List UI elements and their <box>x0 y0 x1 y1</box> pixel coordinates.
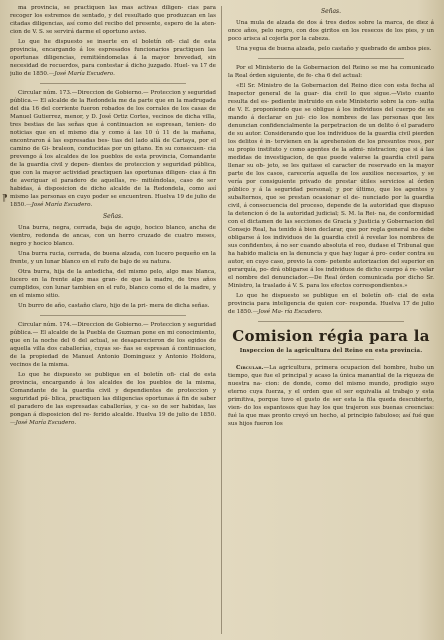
order-closing: Lo que he dispuesto se publique en el boletín ofi- cial de esta provincia para inteligencia de quien cor- responda. Huelva 17 de julio de 1850.—José Ma- ría Escudero. <box>228 293 434 315</box>
divider <box>288 359 374 360</box>
bracket-mark-icon: ⁋ <box>2 194 8 204</box>
description-paragraph: Una burra rucia, cerrada, de buena alzada, con lucero pequeño en la frente, y un lunar blanco en el rufo de bajo de su natura. <box>10 251 216 265</box>
left-column <box>10 4 216 636</box>
circular-number: Circular núm. 173. <box>18 90 72 96</box>
description-paragraph: Un burro de año, castaño claro, hijo de la pri- mera de dicha señas. <box>18 303 210 309</box>
right-column <box>228 4 434 636</box>
section-subtitle: Inspeccion de la agricultura del Reino en esta provincia. <box>239 348 423 354</box>
signature: —José María Escudero. <box>10 420 77 426</box>
divider <box>40 83 186 84</box>
description-paragraph: Una mula de alzada de dos á tres dedos sobre la marca, de diez á once años, pelo negro, con dos giritos en los resecos de los pies, y un poco arisca al cojerla por la cabeza. <box>228 20 434 42</box>
description-paragraph: Otra burra, hija de la antedicha, del mismo pelo, algo mas blanca, lucero en la frente algo mas gran- de que la madre, de tres años cumplidos, con lunar tambien en el rufo, blanco como el de la madre, y en el mismo sitio. <box>10 269 216 299</box>
circular-label: Circular. <box>236 365 264 371</box>
section-heading: Señas. <box>320 8 342 15</box>
description-paragraph: Una burra, negra, cerrada, baja de agujo, hocico blanco, ancha de vientro, redonda de ancas, con un herro cruzado de cuatro meses, negro y hocico blanco. <box>10 225 216 247</box>
circular-paragraph: Circular.—La agricultura, primera ocupacion del hombre, hubo un tiempo, que fue el principal y acaso la única manantial de la riqueza de nuestra na- cion: de donde, como del mismo mundo, prodigio suyo eterno cuya fuerza, y el orden que el ser equivalia al trabajo y esta primitiva, porque tuvo el gusto de ser esta la fila queda descubierto, vien- do los espantosos que hay los que trajeron sus buenas creencias: fué la que mas pronto creyó un hecho, al principio fabuloso; así fué que sus hijos fueron los <box>228 365 434 427</box>
intro-paragraph: Lo que he dispuesto se inserte en el boletín ofi- cial de esta provincia, encargando á los espresados funcionarios practiquen las oportunas diligencias, remitiéndomelas á la mayor brevedad, sin necesidad de recuerdos, para contestar á dicho juzgado. Huel- va 17 de julio de 1850.—José María Escudero. <box>10 39 216 77</box>
section-heading: Señas. <box>102 213 124 220</box>
signature: —José María Escudero. <box>26 202 93 208</box>
order-intro: Por el Ministerio de la Gobernacion del Reino se me ha comunicado la Real órden siguiente, de fe- cha 6 del actual: <box>228 65 434 79</box>
circular-number: Circular núm. 174. <box>18 322 72 328</box>
circular-paragraph: Lo que he dispuesto se publique en el boletín ofi- cial de esta provincia, encargando á los alcaldes de los pueblos de la misma, Comandante de la guardia civil y dependientes de proteccion y seguridad pú- blica, practiquen las diligencias oportunas á fin de saber el paradero de las espresadas caballerías, y ca- so de ser habidas, las pongan á disposicion del re- ferido alcalde. Huelva 19 de julio de 1850.—José María Escudero. <box>10 372 216 426</box>
section-title: Comision régia para la <box>232 327 430 345</box>
column-divider <box>221 6 222 634</box>
divider <box>258 58 404 59</box>
signature: —José María Escudero. <box>48 71 115 77</box>
royal-order-text: «El Sr. Ministro de la Gobernacion del Reino dice con esta fecha al Inspector general de la guar- dia civil lo que sigue.—Visto cuanto resulta del es- pediente instruido en este Ministerio sobre la con- sulta de V. E. proponiendo que se obligue á los individuos del cuerpo de su mando á declarar en jui- cio los nombres de las personas que les denuncian confidencialmente la perpetracion de un delito ó el paradero de su autor. Considerando que los individuos de la guardia civil pierden los delitos é in- tervienen en la aprehension de los presuntos reos, por su propio instituto y como agentes de la admi- nistracion; que si á las medidas de investigacion, de que puede valerse la guardia civil para llenar su ob- jeto, se les quitase el caracter de reservado en la mayor parte de los casos, carecería aquella de los auxilios necesarios, y se vería por consiguiente privado de prestar útiles servicios al órden público y á la seguridad personal; y por último, que los agentes y subalternos, que se prestan ocasionar el de- nunciado por la guardia civil, á consecuencia del proceso, depende de la autoridad que dispuso la detencion ó de la autoridad judicial; S. M. la Rei- na, de conformidad con el dictamen de las secciones de Gracia y Justicia y Gobernacion del Consejo Real, ha tenido á bien declarar, que por regla general no debe obligarse á los individuos de la guardia civil á revelar los nombres de sus confidentes, á no ser cuando absoluta el reo, dudase el Tribunal que ha habido malicia en la denuncia y que hay lugar á pro- ceder contra su autor, en cuyo caso, previo la com- petente autorizacion del superior en gerarquía, po- drá obligarse á los individuos de dicho cuerpo á re- velar el nombre del denunciador.—De Real órden comunicada por dicho Sr. Ministro, la traslado á V. S. para los efectos correspondientes.» <box>228 83 434 289</box>
intro-paragraph: ma provincia, se practiquen las mas activas diligen- cias para recoger los estremos de sentado, y del resultado que produzcan en las citadas diligencias, así como del recibo del presente, espero de la aten- cion de V. S. se servirá darme el oportuno aviso. <box>10 5 216 35</box>
circular-174: Circular núm. 174.—Direccion de Gobierno.— Proteccion y seguridad pública.— El alcalde de la Puebla de Guzman pone en mi conocimiento, que en la noche del 6 del actual, se desaparecieron de los egidos de aquella villa dos caballerías, cuyas se- ñas se espresan á continuacion, de la propiedad de Manuel Antonio Dominguez y Antonio Holdora, vecinos de la misma. <box>10 322 216 368</box>
description-paragraph: Una yegua de buena alzada, pelo castaño y quebrado de ambos pies. <box>236 46 432 52</box>
circular-173: Circular núm. 173.—Direccion de Gobierno.— Proteccion y seguridad pública.— El alcalde de la Redondela me da parte que en la madrugada del dia 16 del corriente fueron robados de los corrales de los casas de Manuel Gutierrez, menor, y D. José Ortiz Cortes, vecinos de dicha villa, tres bestias de las señas que á continuacion se espresan, tenien- do noticias que en el mismo dia y como á las 10 ú 11 de la mañana, encontraron á las espresadas bes- tias del lado allá de Cartaya, por el camino de Gi- braleon, conducidas por un gitano. En su consecuen- cia prevengo á los alcaldes de los pueblos de esta provincia, Comandante de la guardia civil y depen- dientes de proteccion y seguridad pública, que con la mayor actividad practiquen las oportunas diligen- cias á fin de averiguar el paradero de aquellas, re- mitiéndolas, caso de ser habidas, á disposicion de dicho alcalde de la Redondela, como así mismo las personas en cuyo poder se encuentren. Huelva 19 de julio de 1850.—José María Escudero. <box>10 90 216 208</box>
divider <box>258 321 404 322</box>
signature: —José Ma- ría Escudero. <box>252 309 323 315</box>
divider <box>40 315 186 316</box>
